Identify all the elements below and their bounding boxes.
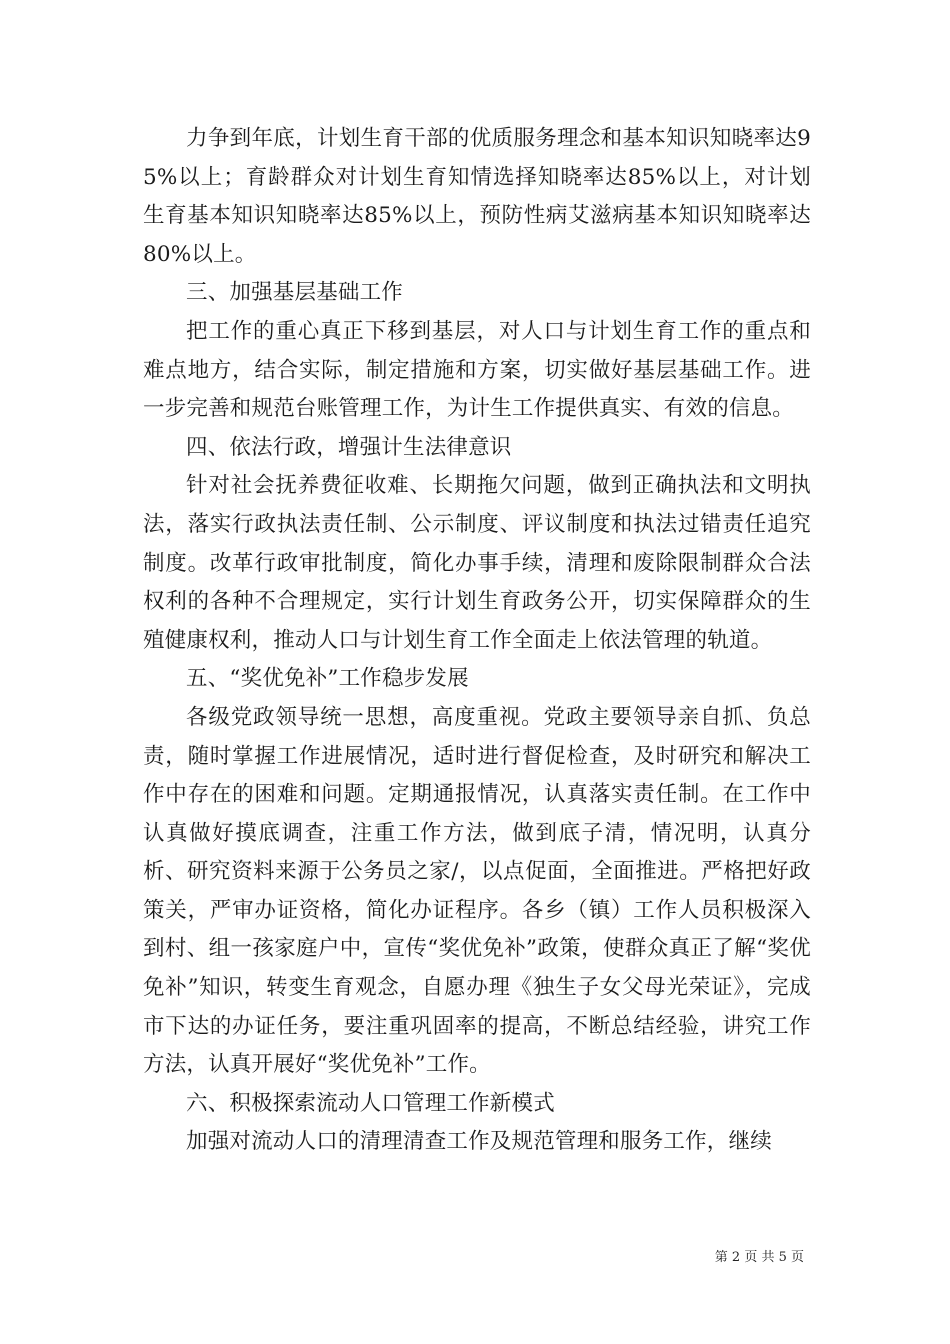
paragraph-grassroots: 把工作的重心真正下移到基层，对人口与计划生育工作的重点和难点地方，结合实际，制定措施和方案，切实做好基层基础工作。进一步完善和规范台账管理工作，为计生工作提供真实、有效的信息。: [143, 318, 811, 422]
paragraph-floating-population: 加强对流动人口的清理清查工作及规范管理和服务工作，继续: [186, 1129, 772, 1155]
paragraph-reward: 各级党政领导统一思想，高度重视。党政主要领导亲自抓、负总责，随时掌握工作进展情况，适时进行督促检查，及时研究和解决工作中存在的困难和问题。定期通报情况，认真落实责任制。在工作中认真做好摸底调查，注重工作方法，做到底子清，情况明，认真分析、研究资料来源于公务员之家/，以点促面，全面推进。严格把好政策关，严审办证资格，简化办证程序。各乡（镇）工作人员积极深入到村、组一孩家庭户中，宣传“奖优免补”政策，使群众真正了解“奖优免补”知识，转变生育观念，自愿办理《独生子女父母光荣证》，完成市下达的办证任务，要注重巩固率的提高，不断总结经验，讲究工作方法，认真开展好“奖优免补”工作。: [143, 704, 811, 1078]
document-body: [143, 120, 811, 1162]
section-heading-4: 四、依法行政，增强计生法律意识: [186, 434, 512, 460]
section-heading-3: 三、加强基层基础工作: [186, 280, 404, 306]
paragraph-law: 针对社会抚养费征收难、长期拖欠问题，做到正确执法和文明执法，落实行政执法责任制、公示制度、评议制度和执法过错责任追究制度。改革行政审批制度，简化办事手续，清理和废除限制群众合法权利的各种不合理规定，实行计划生育政务公开，切实保障群众的生殖健康权利，推动人口与计划生育工作全面走上依法管理的轨道。: [143, 473, 811, 653]
section-heading-5: 五、“奖优免补”工作稳步发展: [186, 666, 469, 692]
section-heading-6: 六、积极探索流动人口管理工作新模式: [186, 1090, 555, 1116]
paragraph-goals: 力争到年底，计划生育干部的优质服务理念和基本知识知晓率达95%以上；育龄群众对计划生育知情选择知晓率达85%以上，对计划生育基本知识知晓率达85%以上，预防性病艾滋病基本知识知晓率达80%以上。: [143, 126, 811, 267]
page-number-footer: 第 2 页 共 5 页: [714, 1250, 804, 1265]
